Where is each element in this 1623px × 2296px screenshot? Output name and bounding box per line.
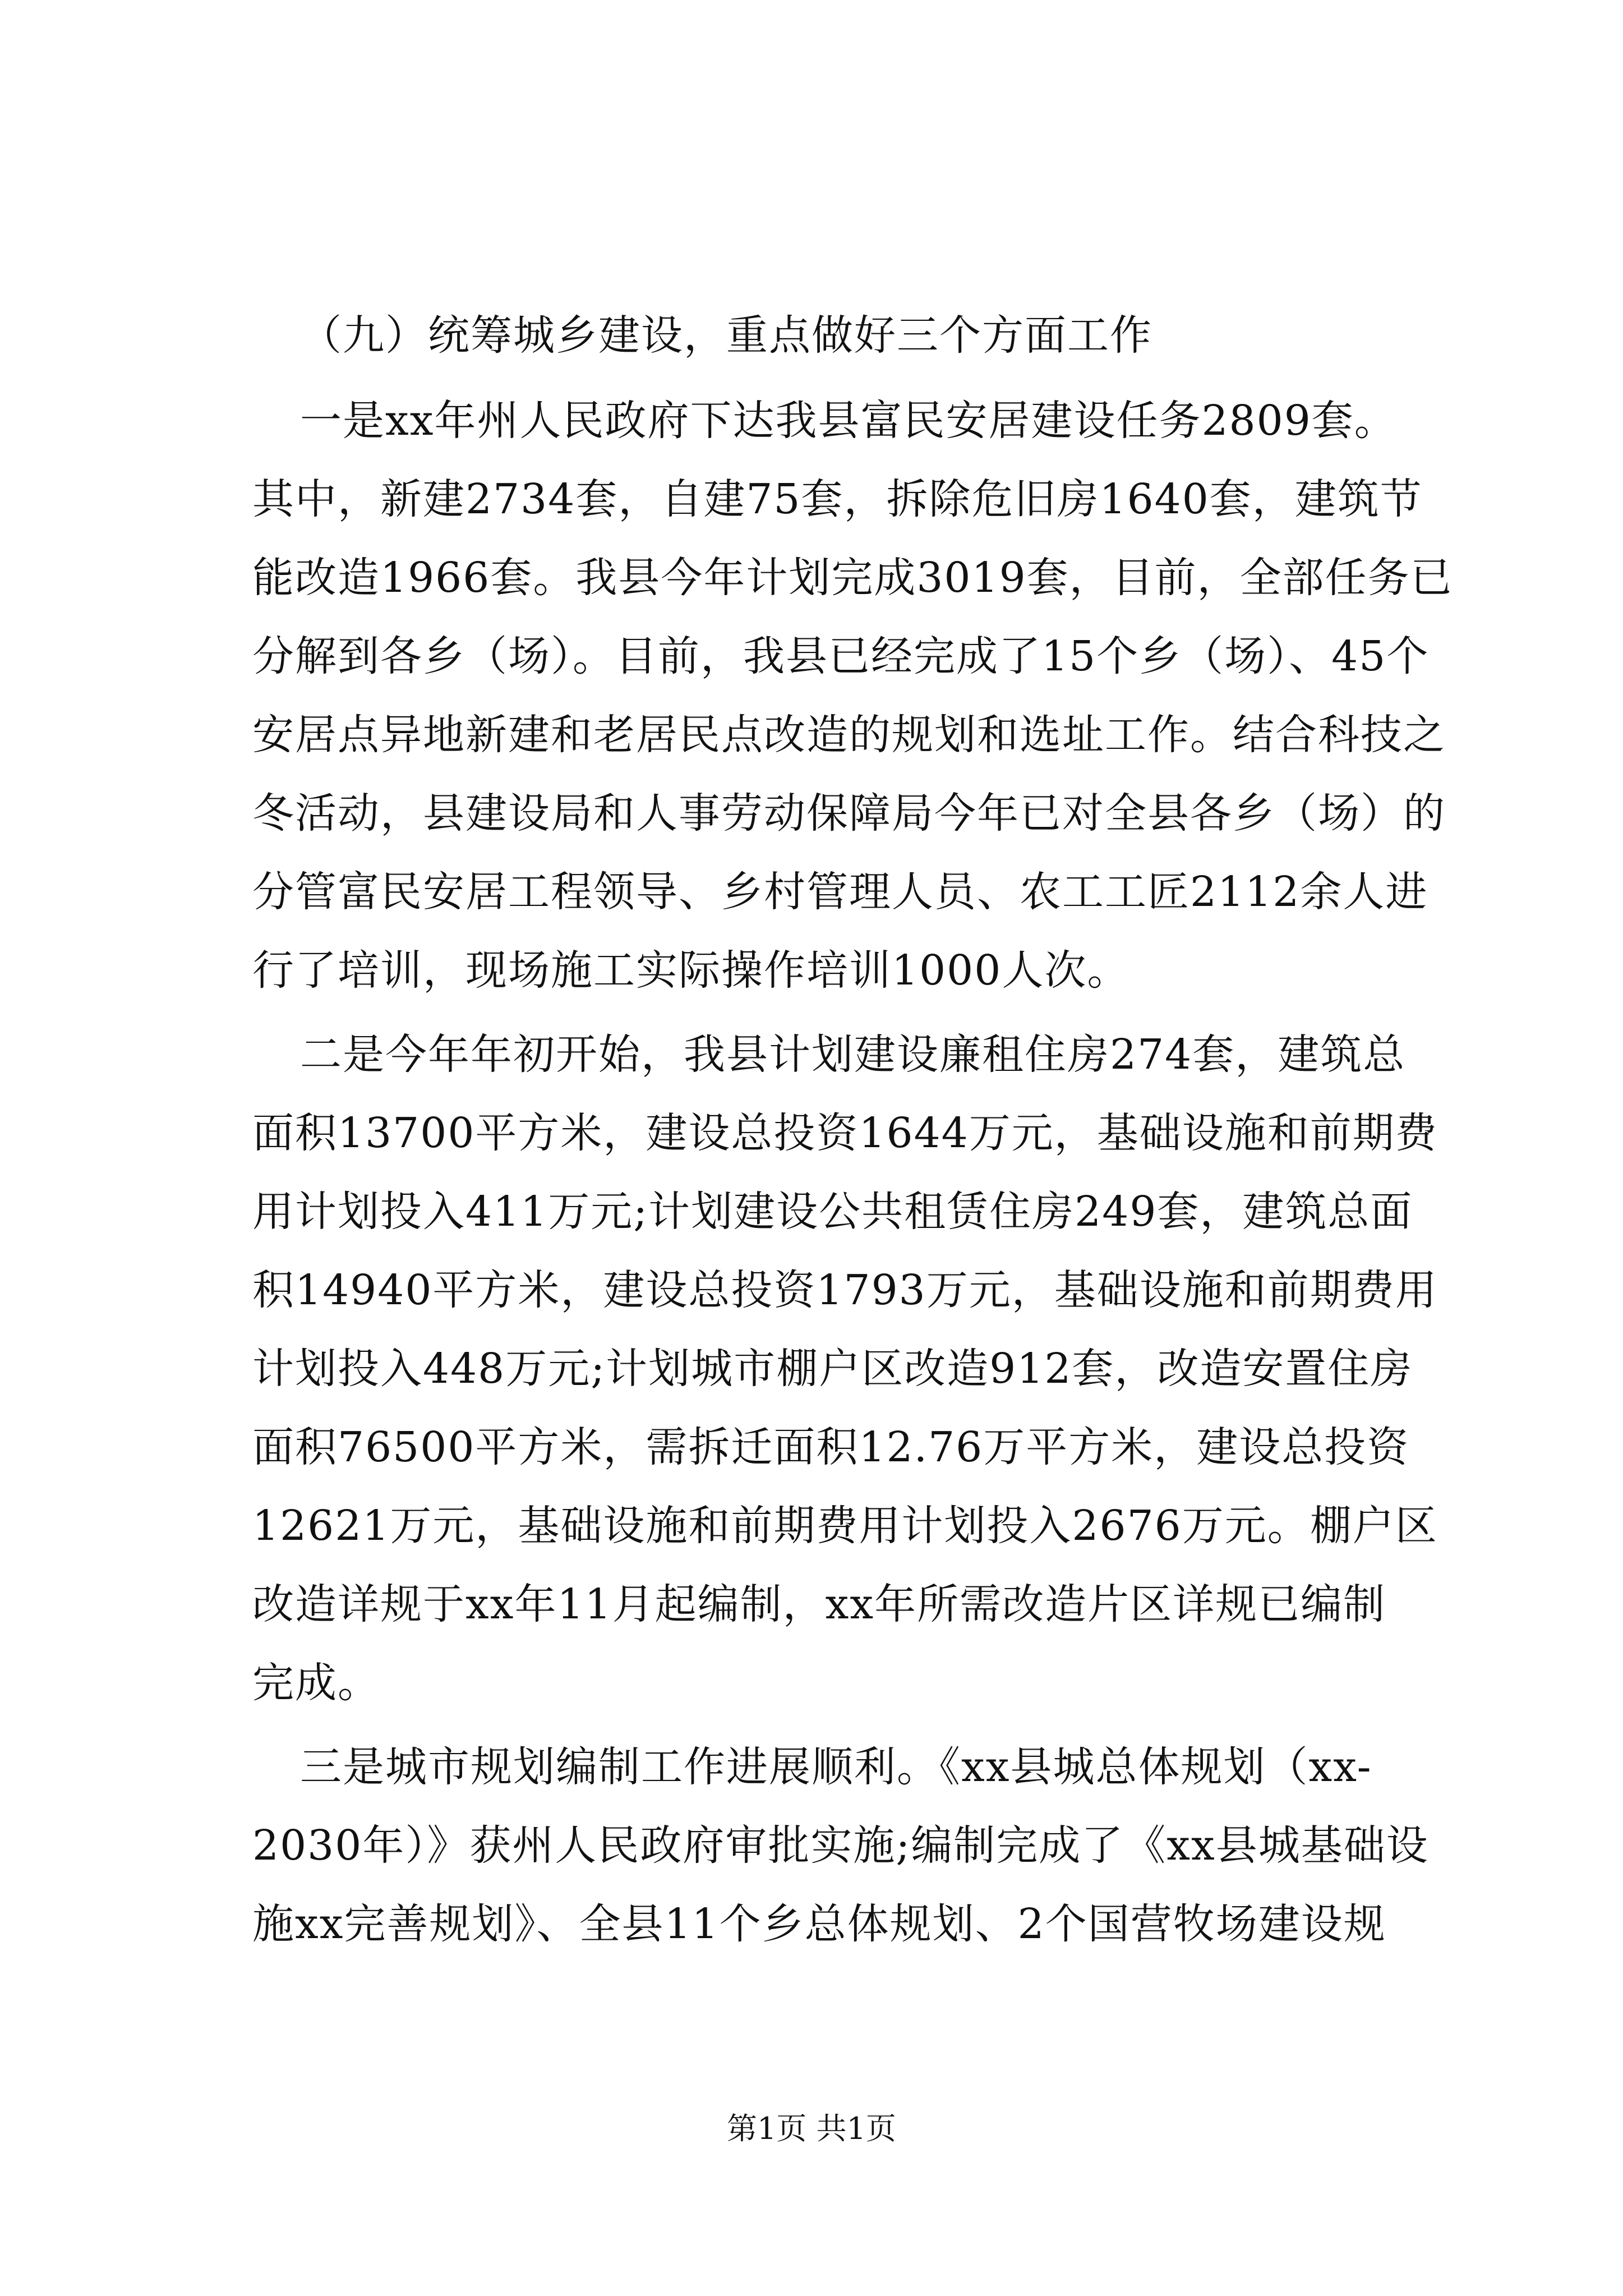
text-line: 积14940平方米，建设总投资1793万元，基础设施和前期费用 (252, 1266, 1438, 1314)
text-line: 冬活动，县建设局和人事劳动保障局今年已对全县各乡（场）的 (252, 789, 1446, 838)
section-heading: （九）统筹城乡建设，重点做好三个方面工作 (300, 311, 1152, 360)
text-line: 分解到各乡（场）。目前，我县已经完成了15个乡（场）、45个 (252, 632, 1430, 680)
text-line: 安居点异地新建和老居民点改造的规划和选址工作。结合科技之 (252, 711, 1446, 759)
text-line: 分管富民安居工程领导、乡村管理人员、农工工匠2112余人进 (252, 868, 1428, 916)
text-line: 二是今年年初开始，我县计划建设廉租住房274套，建筑总 (300, 1030, 1406, 1079)
text-line: 能改造1966套。我县今年计划完成3019套，目前，全部任务已 (252, 554, 1453, 602)
text-line: 面积76500平方米，需拆迁面积12.76万平方米，建设总投资 (252, 1423, 1410, 1471)
text-line: 2030年）》获州人民政府审批实施;编制完成了《xx县城基础设 (252, 1821, 1429, 1870)
text-line: 一是xx年州人民政府下达我县富民安居建设任务2809套。 (300, 397, 1397, 445)
text-line: 12621万元，基础设施和前期费用计划投入2676万元。棚户区 (252, 1502, 1438, 1550)
page-footer: 第1页 共1页 (727, 2111, 896, 2146)
text-line: 用计划投入411万元;计划建设公共租赁住房249套，建筑总面 (252, 1188, 1413, 1236)
text-line: 三是城市规划编制工作进展顺利。《xx县城总体规划（xx- (300, 1743, 1372, 1791)
text-line: 完成。 (252, 1659, 380, 1707)
text-line: 面积13700平方米，建设总投资1644万元，基础设施和前期费 (252, 1109, 1438, 1157)
text-line: 改造详规于xx年11月起编制，xx年所需改造片区详规已编制 (252, 1580, 1386, 1628)
text-line: 计划投入448万元;计划城市棚户区改造912套，改造安置住房 (252, 1345, 1413, 1393)
text-line: 施xx完善规划》、全县11个乡总体规划、2个国营牧场建设规 (252, 1900, 1386, 1948)
text-line: 行了培训，现场施工实际操作培训1000人次。 (252, 946, 1130, 995)
text-line: 其中，新建2734套，自建75套，拆除危旧房1640套，建筑节 (252, 475, 1423, 523)
